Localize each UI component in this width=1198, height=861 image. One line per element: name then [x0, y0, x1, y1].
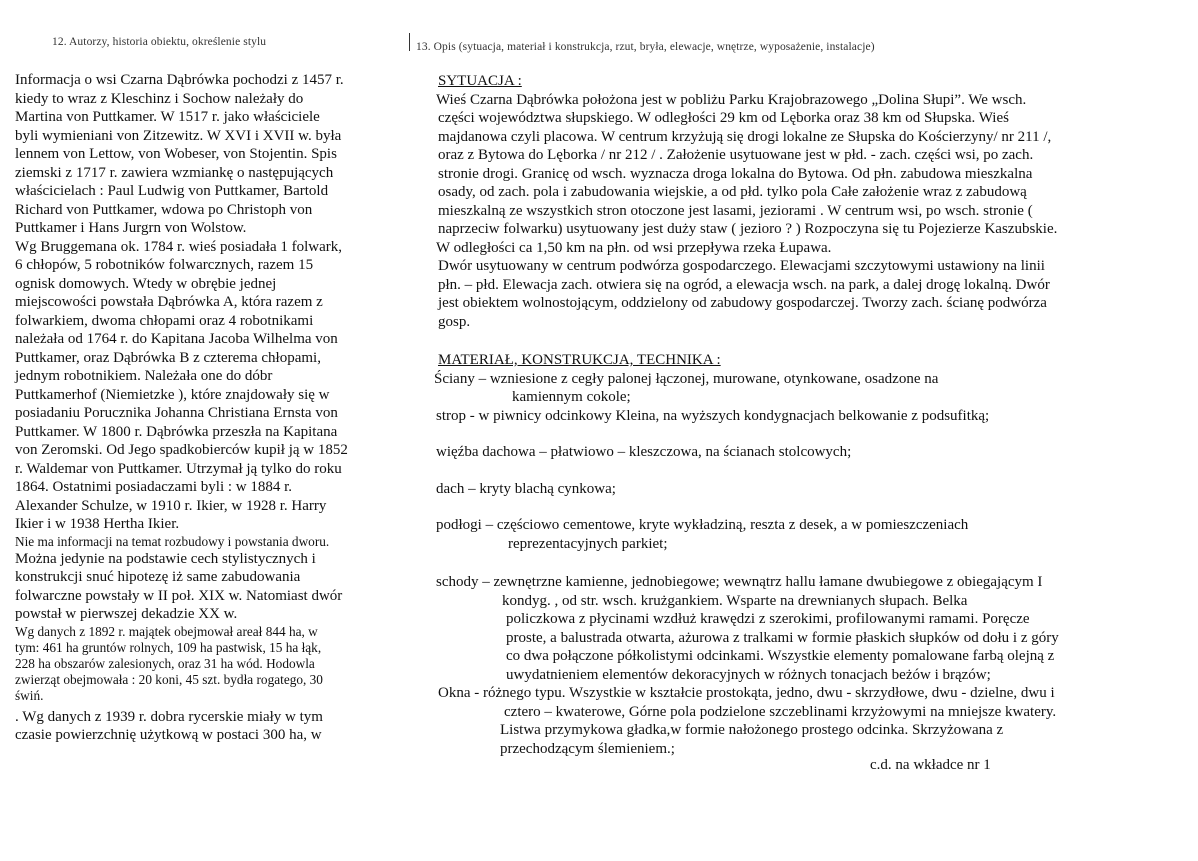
text-line: posiadaniu Porucznika Johanna Christiana Ernsta von — [15, 405, 338, 421]
text-line: czasie powierzchnię użytkową w postaci 300 ha, w — [15, 727, 322, 743]
text-line: Alexander Schulze, w 1910 r. Ikier, w 1928 r. Harry — [15, 497, 327, 514]
text-line: uwydatnieniem elementów dekoracyjnych w różnych tonacjach beżów i brązów; — [506, 666, 991, 683]
text-line: kamiennym cokole; — [512, 389, 631, 405]
text-line: mieszkalną ze wszystkich stron otoczone jest lasami, jeziorami . W centrum wsi, po wsch. stronie ( — [438, 202, 1033, 219]
text-line: Listwa przymykowa gładka,w formie nałożonego prostego odcinka. Skrzyżowana z — [500, 722, 1004, 738]
text-line: należała od 1764 r. do Kapitana Jacoba Wilhelma von — [15, 331, 338, 347]
text-line: Richard von Puttkamer, wdowa po Christoph von — [15, 201, 313, 218]
text-line: Wg danych z 1892 r. majątek obejmował areał 844 ha, w — [15, 623, 318, 639]
text-line: ognisk domowych. Wtedy w obrębie jednej — [15, 275, 277, 292]
text-line: folwarczne powstały w II poł. XIX w. Natomiast dwór — [15, 587, 343, 604]
text-line: majdanowa czyli placowa. W centrum krzyżują się drogi lokalne ze Słupska do Kościerzyny/ nr 211 /, — [438, 128, 1052, 145]
text-line: właścicielach : Paul Ludwig von Puttkamer, Bartold — [15, 183, 329, 199]
walls-entry — [434, 370, 1168, 407]
text-line: lennem von Lettow, von Wobeser, von Stojentin. Spis — [15, 146, 337, 162]
text-line: byli wymieniani von Zitzewitz. W XVI i XVII w. była — [15, 127, 342, 144]
text-line: jednym robotnikiem. Należała one do dóbr — [15, 368, 273, 384]
hypothesis-text — [15, 550, 405, 624]
description-column — [434, 72, 1168, 775]
roof-entry: dach – kryty blachą cynkowa; — [436, 480, 616, 497]
text-line: . Wg danych z 1939 r. dobra rycerskie miały w tym — [15, 708, 323, 725]
text-line: naprzeciw folwarku) usytuowany jest duży staw ( jezioro ? ) Rozpoczyna się tu Pojezierze Kaszubskie. — [438, 221, 1058, 237]
text-line: Martina von Puttkamer. W 1517 r. jako właściciele — [15, 109, 320, 125]
text-line: tym: 461 ha gruntów rolnych, 109 ha pastwisk, 15 ha łąk, — [15, 639, 322, 655]
continuation-note: c.d. na wkładce nr 1 — [870, 757, 991, 773]
text-line: folwarkiem, dwoma chłopami oraz 4 robotnikami — [15, 312, 314, 329]
history-main-text — [15, 71, 405, 534]
stairs-entry — [436, 573, 1168, 684]
text-line: co dwa połączone półkolistymi odcinkami. Wszystkie elementy pomalowane farbą olejną z — [506, 648, 1055, 664]
section-header-13: 13. Opis (sytuacja, materiał i konstrukcja, rzut, bryła, elewacje, wnętrze, wyposażenie, instalacje) — [416, 41, 875, 53]
text-line: jest obiektem wolnostojącym, oddzielony od zabudowy gospodarczej. Tworzy zach. ścianę podwórza — [438, 295, 1047, 311]
text-line: Informacja o wsi Czarna Dąbrówka pochodzi z 1457 r. — [15, 72, 344, 88]
section-header-12: 12. Autorzy, historia obiektu, określenie stylu — [52, 36, 267, 48]
text-line: konstrukcji snuć hipotezę iż same zabudowania — [15, 569, 301, 585]
spacer — [438, 462, 1168, 480]
text-line: cztero – kwaterowe, Górne pola podzielone szczeblinami krzyżowymi na mniejsze kwatery. — [504, 703, 1057, 720]
text-line: Można jedynie na podstawie cech stylistycznych i — [15, 550, 316, 567]
spacer — [438, 331, 1168, 351]
spacer — [438, 425, 1168, 443]
data-1939-text — [15, 708, 405, 745]
text-line: przechodzącym ślemieniem.; — [500, 740, 675, 757]
floors-entry — [436, 516, 1168, 553]
text-line: 1864. Ostatnimi posiadaczami byli : w 1884 r. — [15, 479, 293, 495]
text-line: Dwór usytuowany w centrum podwórza gospodarczego. Elewacjami szczytowymi ustawiony na linii — [438, 258, 1045, 274]
text-line: Puttkamer, oraz Dąbrówka B z czterema chłopami, — [15, 349, 321, 366]
spacer — [438, 553, 1168, 573]
situation-heading: SYTUACJA : — [438, 73, 522, 89]
text-line: miejscowości powstała Dąbrówka A, która razem z — [15, 294, 323, 310]
text-line: policzkowa z płycinami wzdłuż krawędzi z szerokimi, profilowanymi ramami. Poręcze — [506, 611, 1030, 627]
spacer — [438, 498, 1168, 516]
no-information-note: Nie ma informacji na temat rozbudowy i powstania dworu. — [15, 533, 330, 549]
text-line: kondyg. , od str. wsch. krużgankiem. Wsparte na drewnianych słupach. Belka — [502, 592, 968, 609]
text-line: schody – zewnętrzne kamienne, jednobiegowe; wewnątrz hallu łamane dwubiegowe z obiegającym I — [436, 574, 1043, 590]
text-line: powstał w pierwszej dekadzie XX w. — [15, 606, 238, 622]
material-heading: MATERIAŁ, KONSTRUKCJA, TECHNIKA : — [438, 352, 721, 368]
text-line: von Zeromski. Od Jego spadkobierców kupił ją w 1852 — [15, 442, 348, 458]
data-1892-text — [15, 624, 405, 704]
text-line: części województwa słupskiego. W odległości 29 km od Lęborka oraz 38 km od Słupska. Wieś — [438, 110, 1009, 126]
text-line: Wieś Czarna Dąbrówka położona jest w pobliżu Parku Krajobrazowego „Dolina Słupi”. We wsch. — [436, 91, 1027, 108]
history-column — [15, 71, 405, 745]
text-line: Puttkamer i Hans Jurgrn von Wolstow. — [15, 220, 247, 236]
text-line: 6 chłopów, 5 robotników folwarcznych, razem 15 — [15, 257, 314, 273]
text-line: Okna - różnego typu. Wszystkie w kształcie prostokąta, jedno, dwu - skrzydłowe, dwu - dzielne, dwu i — [438, 685, 1055, 701]
text-line: oraz z Bytowa do Lęborka / nr 212 / . Założenie usytuowane jest w płd. - zach. części wsi, po zach. — [438, 147, 1034, 163]
text-line: 228 ha obszarów zalesionych, oraz 31 ha wód. Hodowla — [15, 655, 315, 671]
text-line: Ikier i w 1938 Hertha Ikier. — [15, 516, 180, 532]
ceiling-entry: strop - w piwnicy odcinkowy Kleina, na wyższych kondygnacjach belkowanie z podsufitką; — [436, 407, 990, 424]
text-line: kiedy to wraz z Kleschinz i Sochow należały do — [15, 90, 304, 107]
text-line: Wg Bruggemana ok. 1784 r. wieś posiadała 1 folwark, — [15, 238, 343, 255]
text-line: Puttkamerhof (Niemietzke ), które znajdowały się w — [15, 386, 330, 403]
windows-entry — [438, 684, 1168, 758]
text-line: osady, od zach. pola i zabudowania wiejskie, a od płd. tylko pola Całe założenie wraz z zabudową — [438, 184, 1027, 200]
text-line: proste, a balustrada otwarta, ażurowa z tralkami w formie płaskich słupków od dołu i z góry — [506, 629, 1059, 646]
situation-text — [438, 91, 1168, 332]
text-line: stronie drogi. Granicę od wsch. wyznacza droga lokalna do Bytowa. Od płn. zabudowa mieszkalna — [438, 165, 1033, 182]
text-line: gosp. — [438, 313, 471, 330]
text-line: r. Waldemar von Puttkamer. Utrzymał ją tylko do roku — [15, 460, 342, 477]
text-line: podłogi – częściowo cementowe, kryte wykładziną, reszta z desek, a w pomieszczeniach — [436, 517, 969, 533]
text-line: Puttkamer. W 1800 r. Dąbrówka przeszła na Kapitana — [15, 423, 338, 440]
text-line: ziemski z 1717 r. zawiera wzmiankę o następujących — [15, 164, 334, 181]
header-divider — [409, 33, 410, 51]
text-line: świń. — [15, 687, 44, 703]
roof-truss-entry: więźba dachowa – płatwiowo – kleszczowa, na ścianach stolcowych; — [436, 444, 852, 460]
text-line: Ściany – wzniesione z cegły palonej łączonej, murowane, otynkowane, osadzone na — [434, 370, 939, 387]
text-line: zwierząt obejmowała : 20 koni, 45 szt. bydła rogatego, 30 — [15, 671, 323, 687]
text-line: płn. – płd. Elewacja zach. otwiera się na ogród, a elewacja wsch. na park, a dalej drogę lokalną. Dwór — [438, 276, 1050, 293]
text-line: W odległości ca 1,50 km na płn. od wsi przepływa rzeka Łupawa. — [436, 239, 832, 256]
text-line: reprezentacyjnych parkiet; — [508, 535, 668, 552]
